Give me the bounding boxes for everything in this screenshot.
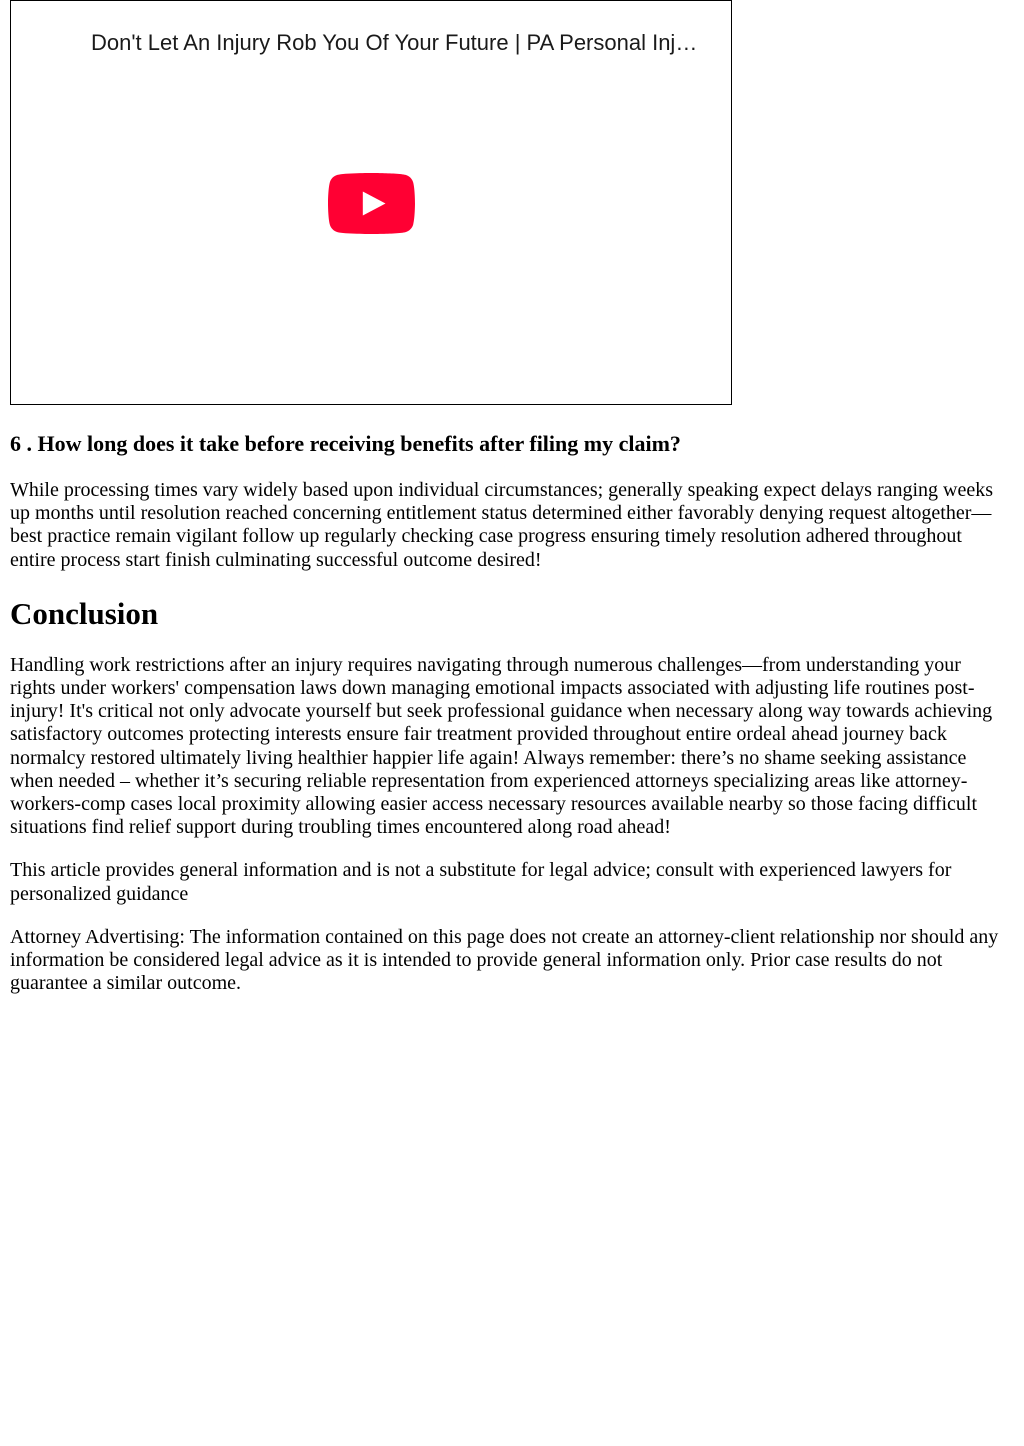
youtube-play-icon[interactable] <box>328 173 415 234</box>
conclusion-heading: Conclusion <box>10 595 159 631</box>
conclusion-paragraph: Handling work restrictions after an injury requires navigating through numerous challenges—from understanding your rights under workers' compensation laws down managing emotional impacts associated with adjusting life routines post-injury! It's critical not only advocate yourself but seek professional guidance when necessary along way towards achieving satisfactory outcomes protecting interests ensure fair treatment provided throughout entire ordeal ahead journey back normalcy restored ultimately living healthier happier life again! Always remember: there’s no shame seeking assistance when needed – whether it’s securing reliable representation from experienced attorneys specializing areas like attorney-workers-comp cases local proximity allowing easier access necessary resources available nearby so those facing difficult situations find relief support during troubling times encountered along road ahead! <box>10 653 993 839</box>
video-embed[interactable] <box>10 0 732 405</box>
faq-question-heading: 6 . How long does it take before receiving benefits after filing my claim? <box>10 431 681 456</box>
article-page <box>10 0 1010 995</box>
faq-answer-paragraph: While processing times vary widely based upon individual circumstances; generally speaking expect delays ranging weeks up months until resolution reached concerning entitlement status determined either favorably denying request altogether—best practice remain vigilant follow up regularly checking case progress ensuring timely resolution adhered throughout entire process start finish culminating successful outcome desired! <box>10 479 994 571</box>
play-button[interactable] <box>328 173 415 234</box>
video-title[interactable]: Don't Let An Injury Rob You Of Your Future | PA Personal Inj… <box>91 30 698 55</box>
attorney-advertising-disclaimer: Attorney Advertising: The information contained on this page does not create an attorney-client relationship nor should any information be considered legal advice as it is intended to provide general information only. Prior case results do not guarantee a similar outcome. <box>10 925 999 995</box>
legal-note-paragraph: This article provides general information and is not a substitute for legal advice; consult with experienced lawyers for personalized guidance <box>10 859 952 905</box>
